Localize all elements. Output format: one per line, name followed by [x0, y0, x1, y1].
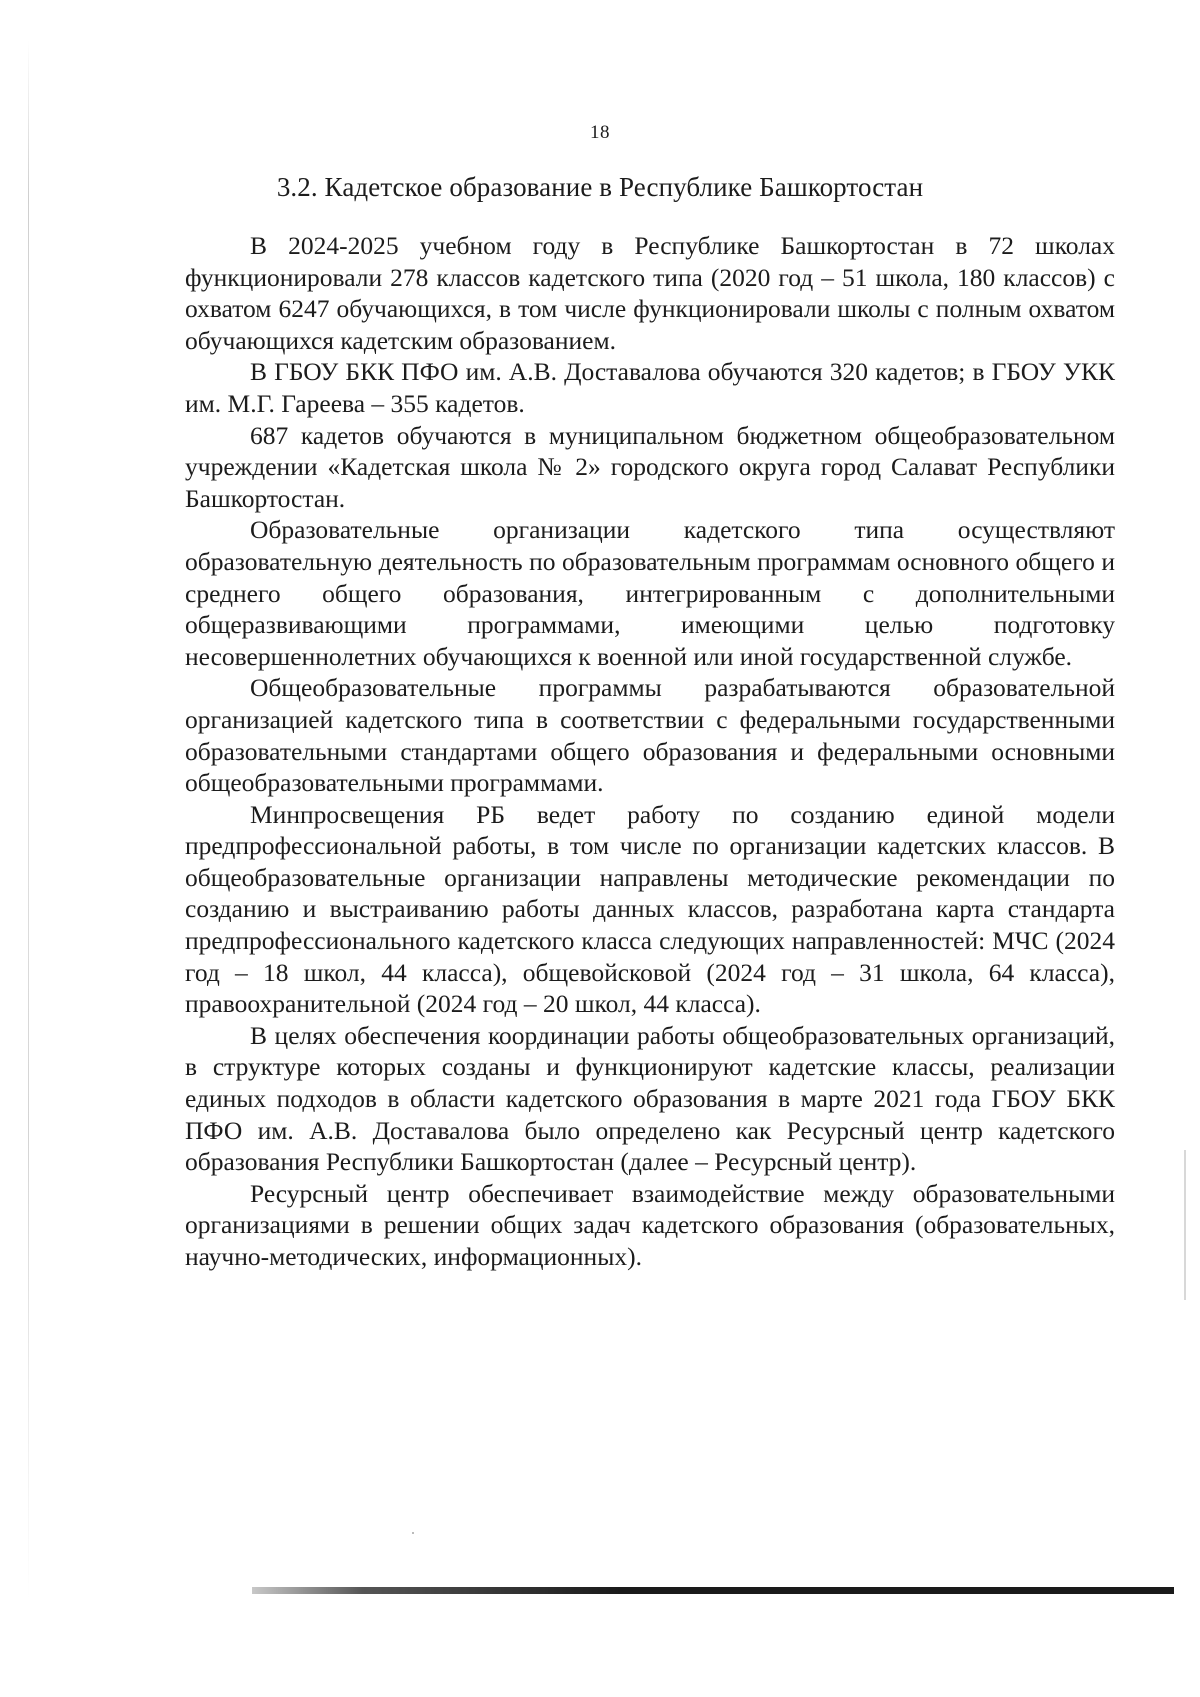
- paragraph-organizations-activity: Образовательные организации кадетского типа осуществляют образовательную деятельность по образовательным программам основного общего и среднего общего образования, интегрированным с дополнительными общеразвивающими программами, имеющими целью подготовку несовершеннолетних обучающихся к военной или иной государственной службе.: [185, 515, 1115, 671]
- section-title: 3.2. Кадетское образование в Республике Башкортостан: [276, 172, 924, 202]
- scan-left-edge: [28, 40, 29, 1600]
- paragraph-classes-count: В 2024-2025 учебном году в Республике Башкортостан в 72 школах функционировали 278 классов кадетского типа (2020 год – 51 школа, 180 классов) с охватом 6247 обучающихся, в том числе функционировали школы с полным охватом обучающихся кадетским образованием.: [185, 231, 1115, 355]
- paragraph-ministry-model: Минпросвещения РБ ведет работу по созданию единой модели предпрофессиональной работы, в том числе по организации кадетских классов. В общеобразовательные организации направлены методические рекомендации по созданию и выстраиванию работы данных классов, разработана карта стандарта предпрофессионального кадетского класса следующих направленностей: МЧС (2024 год – 18 школ, 44 класса), общевойсковой (2024 год – 31 школа, 64 класса), правоохранительной (2024 год – 20 школ, 44 класса).: [185, 799, 1115, 1019]
- paragraph-resource-center: В целях обеспечения координации работы общеобразовательных организаций, в структуре которых созданы и функционируют кадетские классы, реализации единых подходов в области кадетского образования в марте 2021 года ГБОУ БКК ПФО им. А.В. Доставалова было определено как Ресурсный центр кадетского образования Республики Башкортостан (далее – Ресурсный центр).: [185, 1020, 1115, 1177]
- footer-rule: [252, 1587, 1174, 1594]
- paragraph-corps-cadets: В ГБОУ БКК ПФО им. А.В. Доставалова обучаются 320 кадетов; в ГБОУ УКК им. М.Г. Гареева – 355 кадетов.: [185, 357, 1115, 418]
- scan-speck: [412, 1532, 414, 1534]
- paragraph-programs: Общеобразовательные программы разрабатываются образовательной организацией кадетского типа в соответствии с федеральными государственными образовательными стандартами общего образования и федеральными основными общеобразовательными программами.: [185, 673, 1115, 798]
- paragraph-salavat-school: 687 кадетов обучаются в муниципальном бюджетном общеобразовательном учреждении «Кадетская школа № 2» городского округа город Салават Республики Башкортостан.: [185, 420, 1115, 513]
- scan-right-mark: [1184, 1150, 1186, 1300]
- page-number: 18: [590, 122, 610, 143]
- paragraph-resource-center-role: Ресурсный центр обеспечивает взаимодействие между образовательными организациями в решении общих задач кадетского образования (образовательных, научно-методических, информационных).: [185, 1178, 1115, 1271]
- body-text: [185, 230, 1115, 1273]
